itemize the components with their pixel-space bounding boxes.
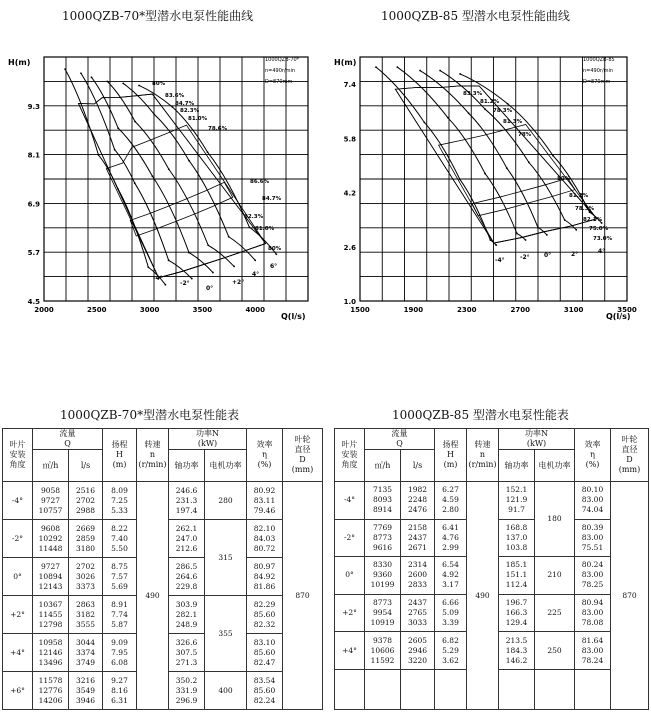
- legend-line: D=870mm: [265, 79, 293, 85]
- efficiency-cell: 83.10 85.60 82.47: [247, 634, 283, 672]
- header-diameter: 叶轮 直径 D (mm): [283, 429, 323, 482]
- x-tick-label: 2500: [87, 306, 107, 314]
- angle-label: 0°: [544, 252, 552, 259]
- chart-title-right: 1000QZB-85 型潜水电泵性能曲线: [381, 9, 570, 23]
- data-point: [439, 70, 441, 72]
- empty-cell: [401, 670, 435, 710]
- motor-power-cell: 355: [205, 596, 247, 672]
- empty-cell: [365, 670, 401, 710]
- y-axis-label: H(m): [8, 58, 31, 67]
- eff-label: 81.2%: [480, 99, 500, 105]
- flow-ls-cell: 1982 2248 2476: [401, 482, 435, 520]
- data-point: [484, 108, 486, 110]
- data-point: [375, 66, 377, 68]
- header-shaft-power: 轴功率: [499, 450, 535, 482]
- data-point: [528, 161, 530, 163]
- eff-label: 83.3%: [463, 91, 483, 97]
- data-point: [228, 236, 230, 238]
- head-cell: 6.66 5.09 3.39: [435, 594, 467, 632]
- head-cell: 9.27 8.16 6.31: [103, 672, 137, 710]
- data-point: [153, 113, 155, 115]
- shaft-power-cell: 196.7 166.3 129.4: [499, 594, 535, 632]
- chart-curves: [64, 68, 277, 285]
- speed-cell: 490: [137, 482, 169, 710]
- angle-cell: -4°: [3, 482, 33, 520]
- eff-label: 82.3%: [244, 214, 264, 220]
- angle-cell: +2°: [3, 596, 33, 634]
- shaft-power-cell: 213.5 184.3 146.2: [499, 632, 535, 670]
- data-point: [117, 127, 119, 129]
- angle-label: -4°: [495, 257, 505, 264]
- angle-cell: +2°: [335, 594, 365, 632]
- motor-power-cell: 250: [535, 632, 575, 670]
- header-efficiency: 效率 η (%): [575, 429, 611, 482]
- shaft-power-cell: 152.1 121.9 91.7: [499, 482, 535, 520]
- y-tick-label: 5.8: [343, 135, 356, 144]
- data-point: [495, 244, 497, 246]
- x-tick-label: 1900: [403, 306, 424, 314]
- header-angle: 叶片 安装 角度: [3, 429, 33, 482]
- y-tick-label: 6.9: [27, 200, 40, 209]
- eff-label: 75.0%: [589, 226, 609, 232]
- efficiency-cell: 80.94 83.00 78.08: [575, 594, 611, 632]
- data-point: [506, 167, 508, 169]
- efficiency-cell: 81.64 83.00 78.24: [575, 632, 611, 670]
- empty-cell: [575, 670, 611, 710]
- angle-labels: [153, 263, 277, 292]
- data-point: [507, 103, 509, 105]
- data-point: [188, 160, 190, 162]
- angle-label: +2°: [232, 279, 245, 286]
- performance-table-right: [334, 428, 649, 710]
- angle-label: 4°: [252, 271, 260, 278]
- data-point: [254, 259, 256, 261]
- data-point: [525, 239, 527, 241]
- legend-line: n=490r/min: [583, 68, 614, 74]
- y-tick-label: 2.6: [343, 243, 356, 252]
- chart-curves: [375, 66, 602, 246]
- x-tick-label: 3000: [139, 306, 160, 314]
- y-tick-label: 7.4: [343, 81, 356, 90]
- header-head: 扬程 H (m): [103, 429, 137, 482]
- series-line-3: [107, 81, 234, 266]
- header-flow: 流量 Q: [365, 429, 435, 450]
- data-point: [275, 253, 277, 255]
- empty-cell: [499, 670, 535, 710]
- head-cell: 8.91 7.74 5.87: [103, 596, 137, 634]
- chart-ticks: [344, 81, 637, 314]
- data-point: [516, 233, 518, 235]
- efficiency-cell: 80.97 84.92 81.86: [247, 558, 283, 596]
- shaft-power-cell: 350.2 331.9 296.9: [169, 672, 205, 710]
- flow-ls-cell: 2516 2702 2988: [69, 482, 103, 520]
- flow-ls-cell: 2437 2765 3033: [401, 594, 435, 632]
- data-point: [106, 81, 108, 83]
- header-flow-ls: l/s: [69, 450, 103, 482]
- x-tick-label: 4000: [245, 306, 265, 314]
- data-point: [484, 173, 486, 175]
- eff-label: 80%: [268, 246, 282, 252]
- data-point: [91, 76, 93, 78]
- head-cell: 6.54 4.92 3.17: [435, 557, 467, 595]
- chart-title-left: 1000QZB-70*型潜水电泵性能曲线: [62, 9, 254, 23]
- data-point: [537, 227, 539, 229]
- efficiency-contour: [78, 94, 265, 278]
- eff-label: 78.3%: [575, 206, 595, 212]
- performance-chart-right: [325, 40, 651, 330]
- data-point: [489, 239, 491, 241]
- data-point: [423, 122, 425, 124]
- motor-power-cell: 400: [205, 672, 247, 710]
- eff-label: 80%: [152, 81, 166, 87]
- flow-ls-cell: 2863 3182 3555: [69, 596, 103, 634]
- head-cell: 8.09 7.25 5.33: [103, 482, 137, 520]
- flow-ls-cell: 2314 2600 2833: [401, 557, 435, 595]
- series-line-1: [397, 67, 525, 240]
- header-diameter: 叶轮 直径 D (mm): [611, 429, 649, 482]
- data-point: [564, 219, 566, 221]
- legend-line: 1000QZB-85: [583, 57, 615, 63]
- efficiency-cell: 82.29 85.60 82.32: [247, 596, 283, 634]
- head-cell: 6.82 5.29 3.62: [435, 632, 467, 670]
- series-line-3: [440, 71, 576, 230]
- eff-label: 78.3%: [493, 108, 513, 114]
- head-cell: 8.22 7.40 5.50: [103, 520, 137, 558]
- data-point: [459, 73, 461, 75]
- angle-label: 4°: [598, 248, 606, 255]
- efficiency-contour: [78, 94, 265, 278]
- diameter-cell: 870: [283, 482, 323, 710]
- eff-label: 81.3%: [503, 119, 523, 125]
- header-motor-power: 电机功率: [205, 450, 247, 482]
- series-line-2: [420, 71, 547, 235]
- flow-m3h-cell: 8330 9360 10199: [365, 557, 401, 595]
- data-point: [138, 85, 140, 87]
- header-efficiency: 效率 η (%): [247, 429, 283, 482]
- eff-label: 80%: [557, 176, 571, 182]
- data-point: [396, 66, 398, 68]
- data-point: [546, 234, 548, 236]
- eff-label: 73.0%: [593, 236, 613, 242]
- angle-label: -2°: [520, 254, 530, 261]
- y-tick-label: 9.3: [27, 102, 40, 111]
- empty-cell: [435, 670, 467, 710]
- motor-power-cell: 225: [535, 594, 575, 632]
- header-speed: 转速 n (r/min): [467, 429, 499, 482]
- angle-cell: +6°: [3, 672, 33, 710]
- table-row: [335, 482, 649, 520]
- performance-table-left: [2, 428, 323, 710]
- y-tick-label: 4.5: [27, 298, 40, 306]
- flow-m3h-cell: 11578 12776 14206: [33, 672, 69, 710]
- shaft-power-cell: 303.9 282.1 248.9: [169, 596, 205, 634]
- data-point: [419, 70, 421, 72]
- header-flow: 流量 Q: [33, 429, 103, 450]
- shaft-power-cell: 168.8 137.0 103.8: [499, 519, 535, 557]
- data-point: [122, 83, 124, 85]
- flow-ls-cell: 3044 3374 3749: [69, 634, 103, 672]
- angle-cell: 0°: [3, 558, 33, 596]
- shaft-power-cell: 286.5 264.6 229.8: [169, 558, 205, 596]
- x-tick-label: 3500: [192, 306, 213, 314]
- header-power: 功率N (kW): [499, 429, 575, 450]
- angle-cell: -2°: [3, 520, 33, 558]
- y-tick-label: 8.1: [27, 151, 40, 160]
- flow-m3h-cell: 9058 9727 10757: [33, 482, 69, 520]
- header-angle: 叶片 安装 角度: [335, 429, 365, 482]
- flow-m3h-cell: 9727 10894 12143: [33, 558, 69, 596]
- x-axis-label: Q(l/s): [606, 312, 631, 321]
- data-point: [233, 266, 235, 268]
- efficiency-contour: [439, 125, 597, 244]
- legend-line: 1000QZB-70*: [265, 57, 300, 63]
- data-point: [191, 278, 193, 280]
- flow-m3h-cell: 10367 11455 12798: [33, 596, 69, 634]
- efficiency-cell: 83.54 85.60 82.24: [247, 672, 283, 710]
- header-flow-m3h: ㎥/h: [365, 450, 401, 482]
- angle-label: 2°: [571, 251, 579, 258]
- data-point: [575, 229, 577, 231]
- efficiency-cell: 80.92 83.11 79.46: [247, 482, 283, 520]
- flow-ls-cell: 2669 2859 3180: [69, 520, 103, 558]
- angle-cell: -2°: [335, 519, 365, 557]
- data-point: [212, 272, 214, 274]
- flow-m3h-cell: 9378 10606 11592: [365, 632, 401, 670]
- data-point: [134, 182, 136, 184]
- y-axis-label: H(m): [334, 58, 357, 67]
- eff-label: 86.6%: [250, 179, 270, 185]
- header-speed: 转速 n (r/min): [137, 429, 169, 482]
- flow-m3h-cell: 10958 12146 13496: [33, 634, 69, 672]
- flow-m3h-cell: 7769 8773 9616: [365, 519, 401, 557]
- data-point: [64, 68, 66, 70]
- data-point: [165, 284, 167, 286]
- header-power: 功率N (kW): [169, 429, 247, 450]
- angle-cell: +4°: [335, 632, 365, 670]
- head-cell: 6.27 4.59 2.80: [435, 482, 467, 520]
- data-point: [552, 155, 554, 157]
- angle-label: -4°: [153, 275, 163, 282]
- data-point: [134, 121, 136, 123]
- x-axis-label: Q(l/s): [281, 312, 306, 321]
- data-point: [168, 259, 170, 261]
- shaft-power-cell: 246.6 231.3 197.4: [169, 482, 205, 520]
- angle-cell: +4°: [3, 634, 33, 672]
- data-point: [172, 106, 174, 108]
- data-point: [168, 168, 170, 170]
- y-tick-label: 4.2: [343, 189, 356, 198]
- angle-labels: [495, 248, 605, 264]
- angle-label: 0°: [206, 285, 214, 292]
- header-flow-m3h: ㎥/h: [33, 450, 69, 482]
- eff-label: 81.0%: [255, 226, 275, 232]
- data-point: [207, 151, 209, 153]
- efficiency-cell: 82.10 84.03 80.72: [247, 520, 283, 558]
- efficiency-cell: 80.39 83.00 75.51: [575, 519, 611, 557]
- flow-ls-cell: 3216 3549 3946: [69, 672, 103, 710]
- eff-label: 83.6%: [165, 93, 185, 99]
- header-motor-power: 电机功率: [535, 450, 575, 482]
- flow-ls-cell: 2158 2437 2671: [401, 519, 435, 557]
- y-tick-label: 1.0: [343, 298, 356, 306]
- angle-cell: 0°: [335, 557, 365, 595]
- flow-ls-cell: 2605 2946 3220: [401, 632, 435, 670]
- header-shaft-power: 轴功率: [169, 450, 205, 482]
- data-point: [447, 117, 449, 119]
- flow-ls-cell: 2702 3026 3373: [69, 558, 103, 596]
- performance-chart-left: [0, 40, 330, 330]
- data-point: [114, 149, 116, 151]
- legend-line: D=870mm: [583, 79, 611, 85]
- table-title-left: 1000QZB-70*型潜水电泵性能表: [60, 408, 240, 422]
- y-tick-label: 5.7: [27, 249, 40, 258]
- head-cell: 9.09 7.95 6.08: [103, 634, 137, 672]
- motor-power-cell: 280: [205, 482, 247, 520]
- empty-cell: [335, 670, 365, 710]
- eff-label: 82.1%: [583, 217, 603, 223]
- diameter-cell: 870: [611, 482, 649, 710]
- head-cell: 6.41 4.76 2.99: [435, 519, 467, 557]
- efficiency-cell: 80.24 83.00 78.25: [575, 557, 611, 595]
- speed-cell: 490: [467, 482, 499, 710]
- eff-label: 81.2%: [569, 193, 589, 199]
- empty-cell: [535, 670, 575, 710]
- angle-cell: -4°: [335, 482, 365, 520]
- motor-power-cell: 180: [535, 482, 575, 557]
- data-point: [151, 175, 153, 177]
- data-point: [207, 244, 209, 246]
- motor-power-cell: 210: [535, 557, 575, 595]
- flow-m3h-cell: 8773 9954 10919: [365, 594, 401, 632]
- table-row: [3, 482, 323, 520]
- x-tick-label: 2300: [457, 306, 477, 314]
- table-title-right: 1000QZB-85 型潜水电泵性能表: [392, 408, 569, 422]
- data-point: [147, 266, 149, 268]
- eff-label: 81.0%: [188, 116, 208, 122]
- flow-m3h-cell: 9608 10292 11448: [33, 520, 69, 558]
- x-tick-label: 3100: [563, 306, 584, 314]
- x-tick-label: 2000: [34, 306, 54, 314]
- legend-line: n=490r/min: [265, 68, 296, 74]
- header-flow-ls: l/s: [401, 450, 435, 482]
- data-point: [468, 112, 470, 114]
- shaft-power-cell: 185.1 151.1 112.4: [499, 557, 535, 595]
- data-point: [80, 72, 82, 74]
- data-point: [249, 226, 251, 228]
- shaft-power-cell: 326.6 307.5 271.3: [169, 634, 205, 672]
- flow-m3h-cell: 7135 8093 8914: [365, 482, 401, 520]
- data-point: [98, 154, 100, 156]
- head-cell: 8.75 7.57 5.69: [103, 558, 137, 596]
- x-tick-label: 3500: [617, 306, 637, 314]
- angle-label: -2°: [180, 280, 190, 287]
- eff-label: 84.7%: [175, 101, 195, 107]
- data-point: [188, 252, 190, 254]
- eff-label: 84.7%: [262, 196, 282, 202]
- x-tick-label: 2700: [510, 306, 530, 314]
- efficiency-cell: 80.10 83.00 74.04: [575, 482, 611, 520]
- angle-label: 6°: [270, 263, 278, 270]
- eff-label: 78%: [518, 132, 532, 138]
- shaft-power-cell: 262.1 247.0 212.6: [169, 520, 205, 558]
- header-head: 扬程 H (m): [435, 429, 467, 482]
- motor-power-cell: 315: [205, 520, 247, 596]
- x-tick-label: 1500: [350, 306, 370, 314]
- data-point: [459, 178, 461, 180]
- eff-label: 82.3%: [180, 108, 200, 114]
- eff-label: 78.6%: [208, 126, 228, 132]
